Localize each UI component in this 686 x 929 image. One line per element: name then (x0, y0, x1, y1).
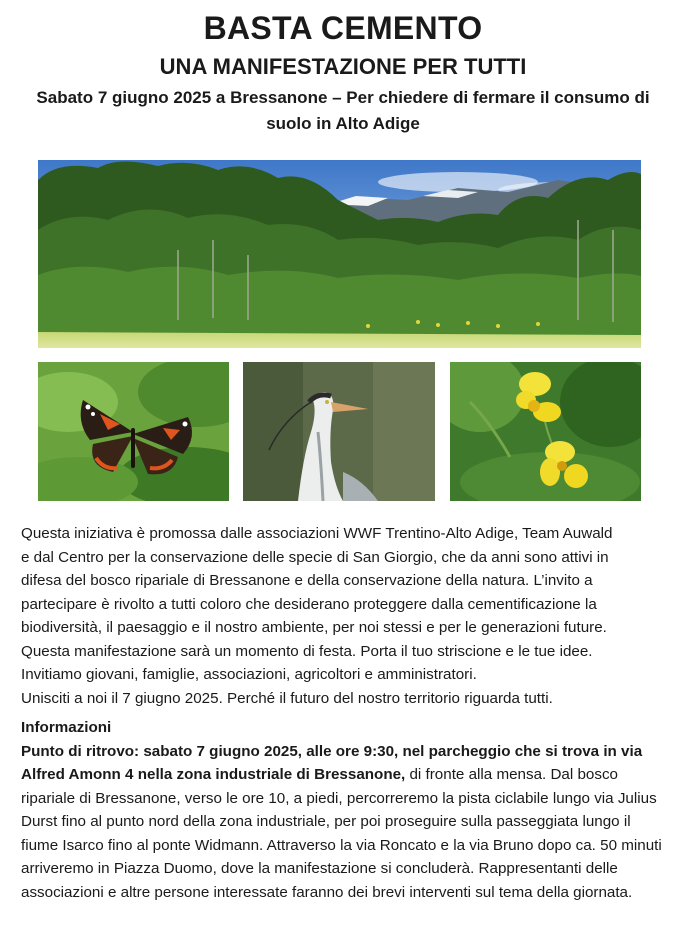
body-line: e dal Centro per la conservazione delle specie di San Giorgio, che da anni sono attivi in (21, 548, 609, 566)
body-line: biodiversità, il paesaggio e il nostro ambiente, per noi stessi e per le generazioni future. (21, 619, 607, 636)
page-title: BASTA CEMENTO (203, 10, 483, 46)
info-heading: Informazioni (21, 719, 112, 736)
body-line: difesa del bosco ripariale di Bressanone e della conservazione della natura. L’invito a (21, 572, 593, 589)
flower-photo (450, 362, 641, 501)
body-line: partecipare è rivolto a tutti coloro che desiderano proteggere dalla cementificazione la (21, 595, 597, 613)
body-line: Unisciti a noi il 7 giugno 2025. Perché il futuro del nostro territorio riguarda tutti. (21, 689, 553, 707)
page-subtitle: UNA MANIFESTAZIONE PER TUTTI (159, 54, 527, 79)
body-line: Questa manifestazione sarà un momento di festa. Porta il tuo striscione e le tue idee. (21, 642, 593, 660)
event-tagline: Sabato 7 giugno 2025 a Bressanone – Per chiedere di fermare il consumo di suolo in Alto Adige (36, 88, 650, 133)
butterfly-photo (38, 362, 229, 501)
body-line: Questa iniziativa è promossa dalle associazioni WWF Trentino-Alto Adige, Team Auwald (21, 525, 613, 542)
body-line: Invitiamo giovani, famiglie, associazioni, agricoltori e amministratori. (21, 666, 477, 683)
heron-photo (243, 362, 435, 501)
intro-paragraph (21, 522, 666, 710)
meeting-point: Punto di ritrovo: sabato 7 giugno 2025, alle ore 9:30, nel parcheggio che si trova in via Alfred Amonn 4 nella zona industriale di Bressanone, (21, 742, 643, 783)
forest-photo (38, 160, 641, 348)
info-section (21, 716, 666, 904)
route-description: di fronte alla mensa. Dal bosco ripariale di Bressanone, verso le ore 10, a piedi, percorreremo la pista ciclabile lungo via Julius Durst fino al punto nord della zona industriale, per poi proseguire sulla passeggiata lungo il fiume Isarco fino al ponte Widmann. Attraverso la via Roncato e la via Bruno dopo ca. 50 minuti arriveremo in Piazza Duomo, dove la manifestazione si concluderà. Rappresentanti delle associazioni e altre persone interessate faranno dei brevi interventi sul tema della giornata. (21, 766, 662, 901)
